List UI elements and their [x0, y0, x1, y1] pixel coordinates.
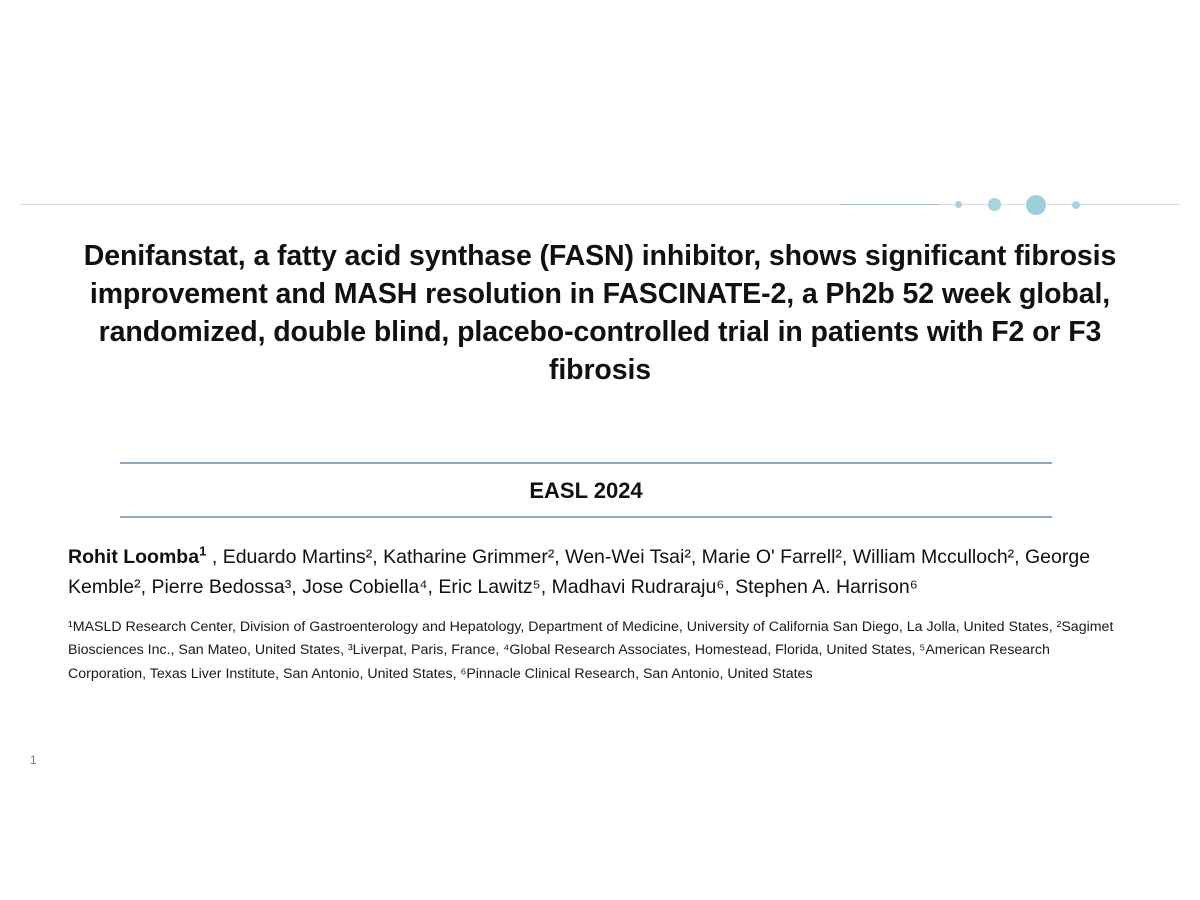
accent-dot-icon: [1072, 201, 1080, 209]
header-divider-line: [20, 204, 1180, 205]
accent-dot-icon: [955, 201, 962, 208]
accent-dot-icon: [1026, 195, 1046, 215]
slide-number: 1: [30, 753, 37, 767]
lead-author-name: Rohit Loomba: [68, 546, 200, 568]
conference-rule-bottom: [120, 516, 1052, 518]
lead-author-affiliation-marker: 1: [199, 543, 207, 559]
page-title: Denifanstat, a fatty acid synthase (FASN) inhibitor, shows significant fibrosis improvement and MASH resolution in FASCINATE-2, a Ph2b 52 week global, randomized, double blind, placebo-controlled trial in patients with F2 or F3 fibrosis: [83, 240, 1117, 386]
conference-block: [120, 462, 1052, 518]
conference-name: EASL 2024: [529, 478, 643, 503]
author-list: [68, 543, 1148, 602]
co-author-names: , Eduardo Martins², Katharine Grimmer², Wen-Wei Tsai², Marie O' Farrell², William Mcculloch², George Kemble², Pierre Bedossa³, Jose Cobiella⁴, Eric Lawitz⁵, Madhavi Rudraraju⁶, Stephen A. Harrison⁶: [68, 546, 1091, 598]
accent-dot-icon: [988, 198, 1001, 211]
decorative-header-band: [20, 198, 1180, 218]
header-accent-line: [840, 204, 940, 205]
affiliations-text: ¹MASLD Research Center, Division of Gastroenterology and Hepatology, Department of Medicine, University of California San Diego, La Jolla, United States, ²Sagimet Biosciences Inc., San Mateo, United States, ³Liverpat, Paris, France, ⁴Global Research Associates, Homestead, Florida, United States, ⁵American Research Corporation, Texas Liver Institute, San Antonio, United States, ⁶Pinnacle Clinical Research, San Antonio, United States: [68, 619, 1114, 682]
